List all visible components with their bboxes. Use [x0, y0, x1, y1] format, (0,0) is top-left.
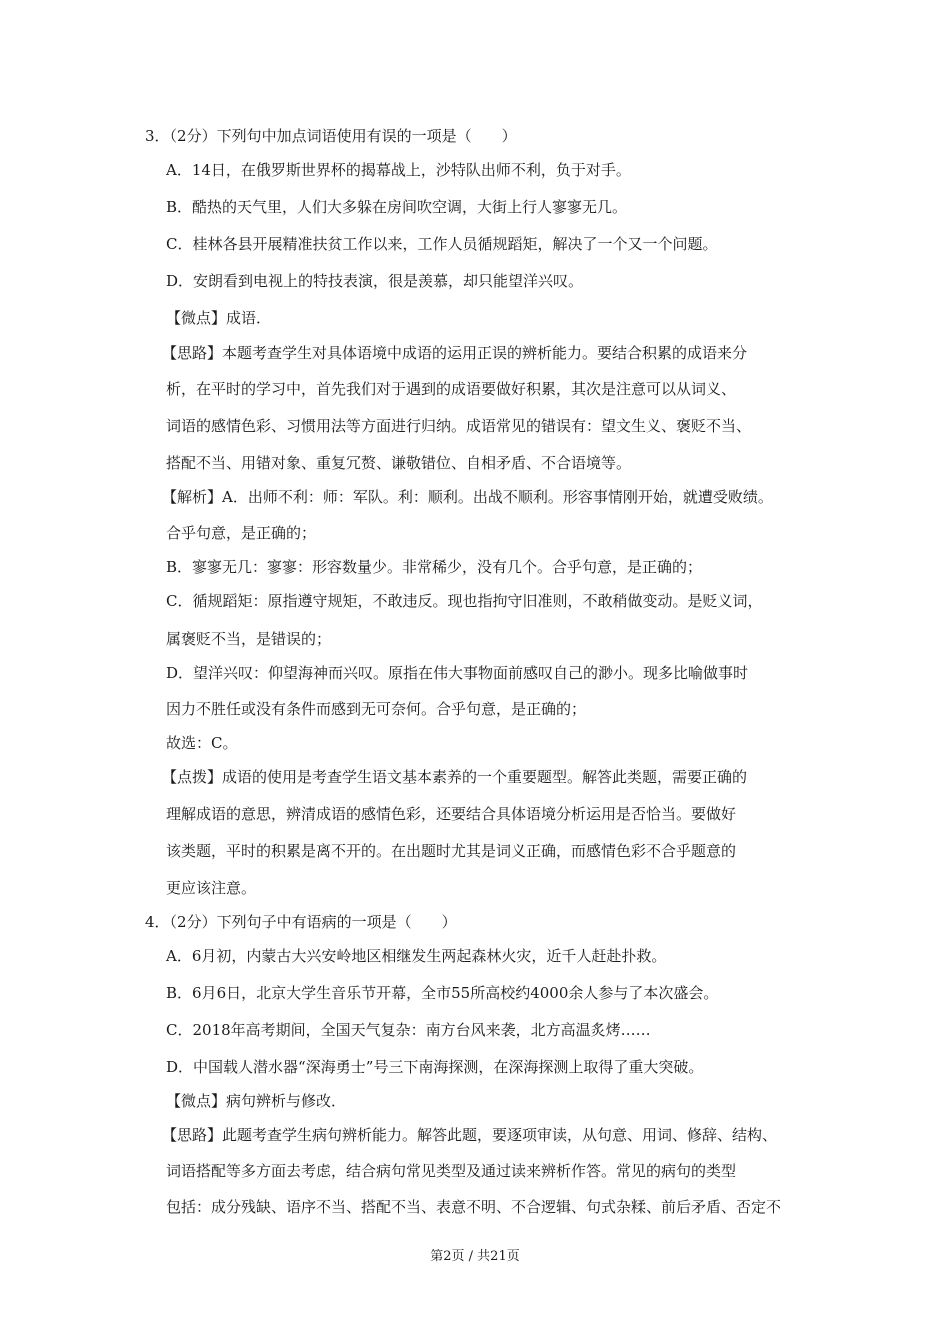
- weidian-tag: 【微点】: [166, 1092, 227, 1110]
- q3-jiexi-line-6: D．望洋兴叹：仰望海神而兴叹。原指在伟大事物面前感叹自己的渺小。现多比喻做事时: [166, 664, 749, 682]
- silu-text: 本题考查学生对具体语境中成语的运用正误的辨析能力。要结合积累的成语来分: [222, 344, 748, 362]
- q4-option-b: B．6月6日，北京大学生音乐节开幕，全市55所高校约4000余人参与了本次盛会。: [166, 984, 719, 1002]
- dianbo-text: 成语的使用是考查学生语文基本素养的一个重要题型。解答此类题，需要正确的: [222, 768, 748, 786]
- q3-option-c: C．桂林各县开展精准扶贫工作以来，工作人员循规蹈矩，解决了一个又一个问题。: [166, 235, 718, 253]
- q3-jiexi-line-5: 属褒贬不当，是错误的；: [166, 630, 332, 648]
- q3-jiexi-line-3: B．寥寥无几：寥寥：形容数量少。非常稀少，没有几个。合乎句意，是正确的；: [166, 558, 703, 576]
- q3-silu-line-3: 词语的感情色彩、习惯用法等方面进行归纳。成语常见的错误有：望文生义、褒贬不当、: [166, 417, 752, 435]
- jiexi-text: A．出师不利：师：军队。利：顺利。出战不顺利。形容事情刚开始，就遭受败绩。: [222, 488, 773, 506]
- q3-jiexi-line-8: 故选：C。: [166, 734, 238, 752]
- q3-jiexi-line-4: C．循规蹈矩：原指遵守规矩，不敢违反。现也指拘守旧准则，不敢稍做变动。是贬义词，: [166, 592, 763, 610]
- q3-dianbo-line-4: 更应该注意。: [166, 879, 257, 897]
- q3-weidian: [166, 308, 271, 328]
- silu-tag: 【思路】: [162, 1126, 223, 1144]
- q4-option-a: A．6月初，内蒙古大兴安岭地区相继发生两起森林火灾，近千人赶赴扑救。: [166, 947, 667, 965]
- q4-silu-line-3: 包括：成分残缺、语序不当、搭配不当、表意不明、不合逻辑、句式杂糅、前后矛盾、否定不: [166, 1198, 782, 1216]
- q4-stem: 4．（2分）下列句子中有语病的一项是（ ）: [145, 913, 457, 931]
- q3-dianbo-line-2: 理解成语的意思，辨清成语的感情色彩，还要结合具体语境分析运用是否恰当。要做好: [166, 805, 737, 823]
- q3-silu-line-1: [162, 343, 747, 363]
- q3-option-a: A．14日，在俄罗斯世界杯的揭幕战上，沙特队出师不利，负于对手。: [166, 161, 631, 179]
- weidian-text: 成语．: [226, 309, 272, 327]
- q4-weidian: [166, 1091, 346, 1111]
- q4-silu-line-2: 词语搭配等多方面去考虑，结合病句常见类型及通过读来辨析作答。常见的病句的类型: [166, 1162, 737, 1180]
- q3-option-d: D．安朗看到电视上的特技表演，很是羡慕，却只能望洋兴叹。: [166, 272, 584, 290]
- silu-text: 此题考查学生病句辨析能力。解答此题，要逐项审读，从句意、用词、修辞、结构、: [222, 1126, 778, 1144]
- q3-stem: 3．（2分）下列句中加点词语使用有误的一项是（ ）: [145, 127, 517, 145]
- q3-dianbo-line-1: [162, 767, 747, 787]
- q3-option-b: B．酷热的天气里，人们大多躲在房间吹空调，大街上行人寥寥无几。: [166, 198, 628, 216]
- jiexi-tag: 【解析】: [162, 488, 223, 506]
- q3-jiexi-line-1: [162, 487, 773, 507]
- dianbo-tag: 【点拨】: [162, 768, 223, 786]
- q3-dianbo-line-3: 该类题，平时的积累是离不开的。在出题时尤其是词义正确，而感情色彩不合乎题意的: [166, 842, 737, 860]
- q3-silu-line-2: 析，在平时的学习中，首先我们对于遇到的成语要做好积累，其次是注意可以从词义、: [166, 380, 737, 398]
- q3-silu-line-4: 搭配不当、用错对象、重复冗赘、谦敬错位、自相矛盾、不合语境等。: [166, 454, 632, 472]
- q3-jiexi-line-7: 因力不胜任或没有条件而感到无可奈何。合乎句意，是正确的；: [166, 700, 587, 718]
- page-footer: 第2页 / 共21页: [430, 1249, 520, 1264]
- weidian-tag: 【微点】: [166, 309, 227, 327]
- q4-silu-line-1: [162, 1125, 777, 1145]
- q4-option-c: C．2018年高考期间，全国天气复杂：南方台风来袭，北方高温炙烤……: [166, 1021, 651, 1039]
- q3-jiexi-line-2: 合乎句意，是正确的；: [166, 524, 317, 542]
- silu-tag: 【思路】: [162, 344, 223, 362]
- weidian-text: 病句辨析与修改．: [226, 1092, 347, 1110]
- q4-option-d: D．中国载人潜水器“深海勇士”号三下南海探测，在深海探测上取得了重大突破。: [166, 1058, 704, 1076]
